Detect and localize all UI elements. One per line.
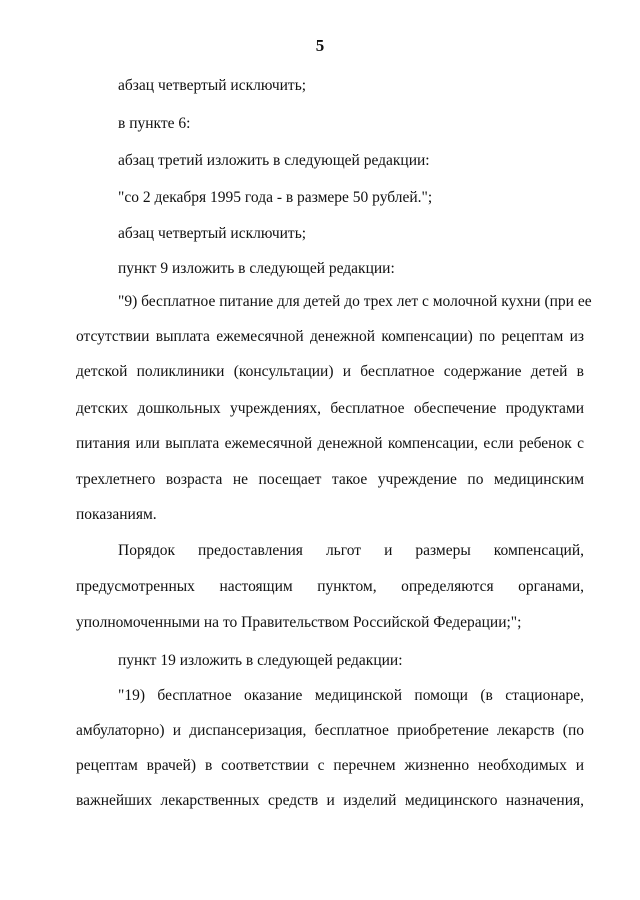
paragraph-line: детских дошкольных учреждениях, бесплатное обеспечение продуктами: [76, 400, 584, 417]
text-line: пункт 9 изложить в следующей редакции:: [118, 260, 395, 277]
text-line: абзац третий изложить в следующей редакции:: [118, 152, 430, 169]
text-line: абзац четвертый исключить;: [118, 225, 307, 242]
text-line: "со 2 декабря 1995 года - в размере 50 рублей.";: [118, 189, 433, 206]
paragraph-line: амбулаторно) и диспансеризация, бесплатное приобретение лекарств (по: [76, 722, 584, 739]
page-number: 5: [315, 36, 325, 55]
paragraph-first-line: "19) бесплатное оказание медицинской помощи (в стационаре,: [118, 687, 584, 704]
paragraph-last-line: уполномоченными на то Правительством Российской Федерации;";: [76, 614, 522, 631]
text-line: абзац четвертый исключить;: [118, 77, 307, 94]
paragraph-line: рецептам врачей) в соответствии с перечнем жизненно необходимых и: [76, 757, 584, 774]
paragraph-line: трехлетнего возраста не посещает такое учреждение по медицинским: [76, 471, 584, 488]
paragraph-first-line: "9) бесплатное питание для детей до трех лет с молочной кухни (при ее: [118, 293, 592, 310]
text-line: пункт 19 изложить в следующей редакции:: [118, 652, 403, 669]
paragraph-line: предусмотренных настоящим пунктом, определяются органами,: [76, 578, 584, 595]
text-line: в пункте 6:: [118, 115, 191, 132]
paragraph-line: детской поликлиники (консультации) и бесплатное содержание детей в: [76, 363, 584, 380]
paragraph-first-line: Порядок предоставления льгот и размеры компенсаций,: [118, 542, 584, 559]
paragraph-line: отсутствии выплата ежемесячной денежной компенсации) по рецептам из: [76, 328, 584, 345]
paragraph-line: важнейших лекарственных средств и изделий медицинского назначения,: [76, 792, 584, 809]
paragraph-last-line: показаниям.: [76, 506, 157, 523]
paragraph-line: питания или выплата ежемесячной денежной компенсации, если ребенок с: [76, 435, 584, 452]
